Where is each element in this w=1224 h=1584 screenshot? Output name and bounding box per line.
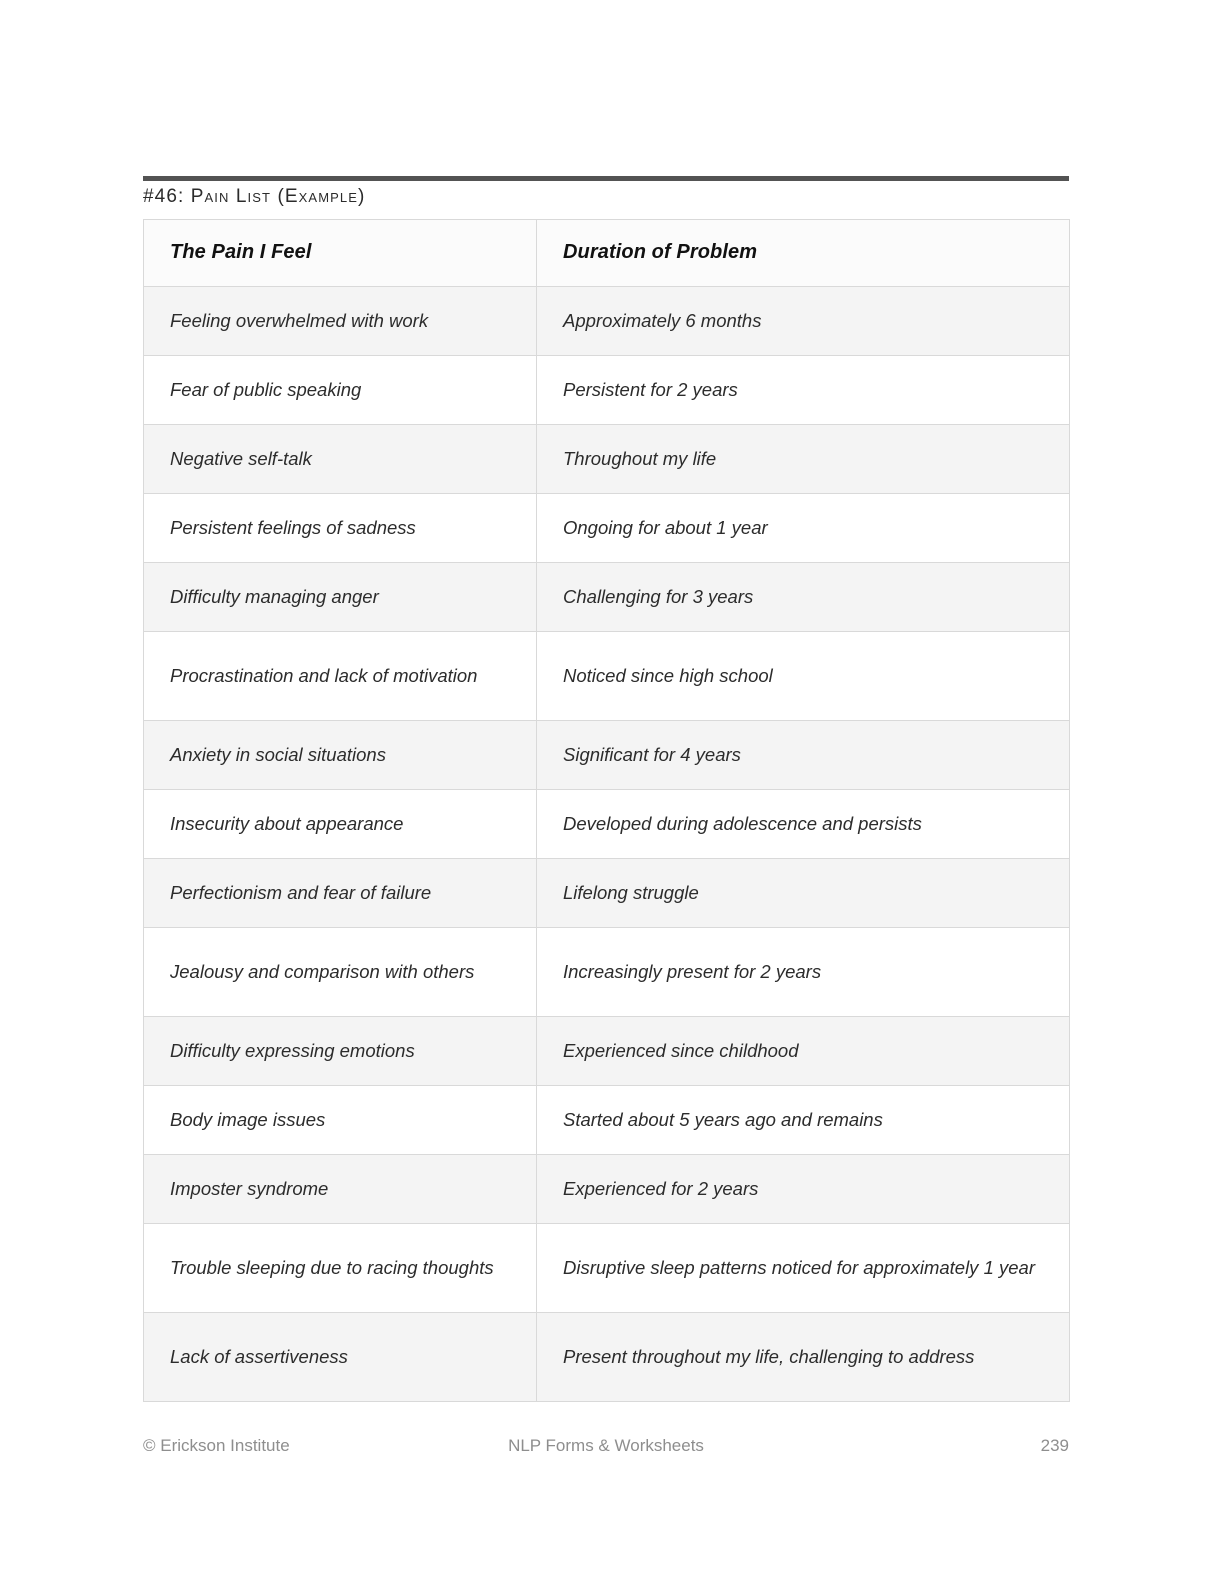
- cell-pain: Feeling overwhelmed with work: [144, 287, 537, 356]
- page-footer: [143, 1436, 1069, 1460]
- cell-pain: Imposter syndrome: [144, 1155, 537, 1224]
- cell-pain: Lack of assertiveness: [144, 1313, 537, 1402]
- cell-pain: Persistent feelings of sadness: [144, 494, 537, 563]
- footer-copyright: © Erickson Institute: [143, 1436, 290, 1455]
- cell-pain: Jealousy and comparison with others: [144, 928, 537, 1017]
- table-header: [144, 220, 1070, 287]
- table-row: [144, 721, 1070, 790]
- cell-duration: Experienced since childhood: [537, 1017, 1070, 1086]
- pain-list-table: [143, 219, 1070, 1402]
- cell-duration: Challenging for 3 years: [537, 563, 1070, 632]
- cell-duration: Throughout my life: [537, 425, 1070, 494]
- cell-pain: Difficulty managing anger: [144, 563, 537, 632]
- cell-duration: Developed during adolescence and persists: [537, 790, 1070, 859]
- cell-duration: Noticed since high school: [537, 632, 1070, 721]
- cell-pain: Anxiety in social situations: [144, 721, 537, 790]
- cell-pain: Perfectionism and fear of failure: [144, 859, 537, 928]
- table-row: [144, 425, 1070, 494]
- cell-duration: Increasingly present for 2 years: [537, 928, 1070, 1017]
- cell-pain: Insecurity about appearance: [144, 790, 537, 859]
- cell-pain: Negative self-talk: [144, 425, 537, 494]
- cell-pain: Fear of public speaking: [144, 356, 537, 425]
- table-row: [144, 632, 1070, 721]
- cell-pain: Procrastination and lack of motivation: [144, 632, 537, 721]
- cell-duration: Approximately 6 months: [537, 287, 1070, 356]
- table-row: [144, 790, 1070, 859]
- footer-page-number: 239: [1040, 1436, 1069, 1455]
- page-title: #46: Pain List (Example): [143, 186, 366, 207]
- header-rule: [143, 176, 1069, 181]
- table-row: [144, 859, 1070, 928]
- cell-duration: Disruptive sleep patterns noticed for approximately 1 year: [537, 1224, 1070, 1313]
- column-header-duration: Duration of Problem: [537, 220, 1070, 287]
- cell-duration: Persistent for 2 years: [537, 356, 1070, 425]
- table-row: [144, 1086, 1070, 1155]
- table-row: [144, 1224, 1070, 1313]
- table-row: [144, 1313, 1070, 1402]
- table-header-row: [144, 220, 1070, 287]
- cell-pain: Trouble sleeping due to racing thoughts: [144, 1224, 537, 1313]
- table-row: [144, 1017, 1070, 1086]
- table-row: [144, 494, 1070, 563]
- cell-duration: Significant for 4 years: [537, 721, 1070, 790]
- cell-pain: Difficulty expressing emotions: [144, 1017, 537, 1086]
- column-header-pain: The Pain I Feel: [144, 220, 537, 287]
- table-row: [144, 287, 1070, 356]
- cell-duration: Lifelong struggle: [537, 859, 1070, 928]
- table-row: [144, 928, 1070, 1017]
- table-row: [144, 563, 1070, 632]
- footer-document-title: NLP Forms & Worksheets: [508, 1436, 704, 1455]
- table-row: [144, 1155, 1070, 1224]
- table-body: [144, 287, 1070, 1402]
- cell-duration: Ongoing for about 1 year: [537, 494, 1070, 563]
- cell-duration: Started about 5 years ago and remains: [537, 1086, 1070, 1155]
- cell-duration: Present throughout my life, challenging to address: [537, 1313, 1070, 1402]
- cell-pain: Body image issues: [144, 1086, 537, 1155]
- cell-duration: Experienced for 2 years: [537, 1155, 1070, 1224]
- table-row: [144, 356, 1070, 425]
